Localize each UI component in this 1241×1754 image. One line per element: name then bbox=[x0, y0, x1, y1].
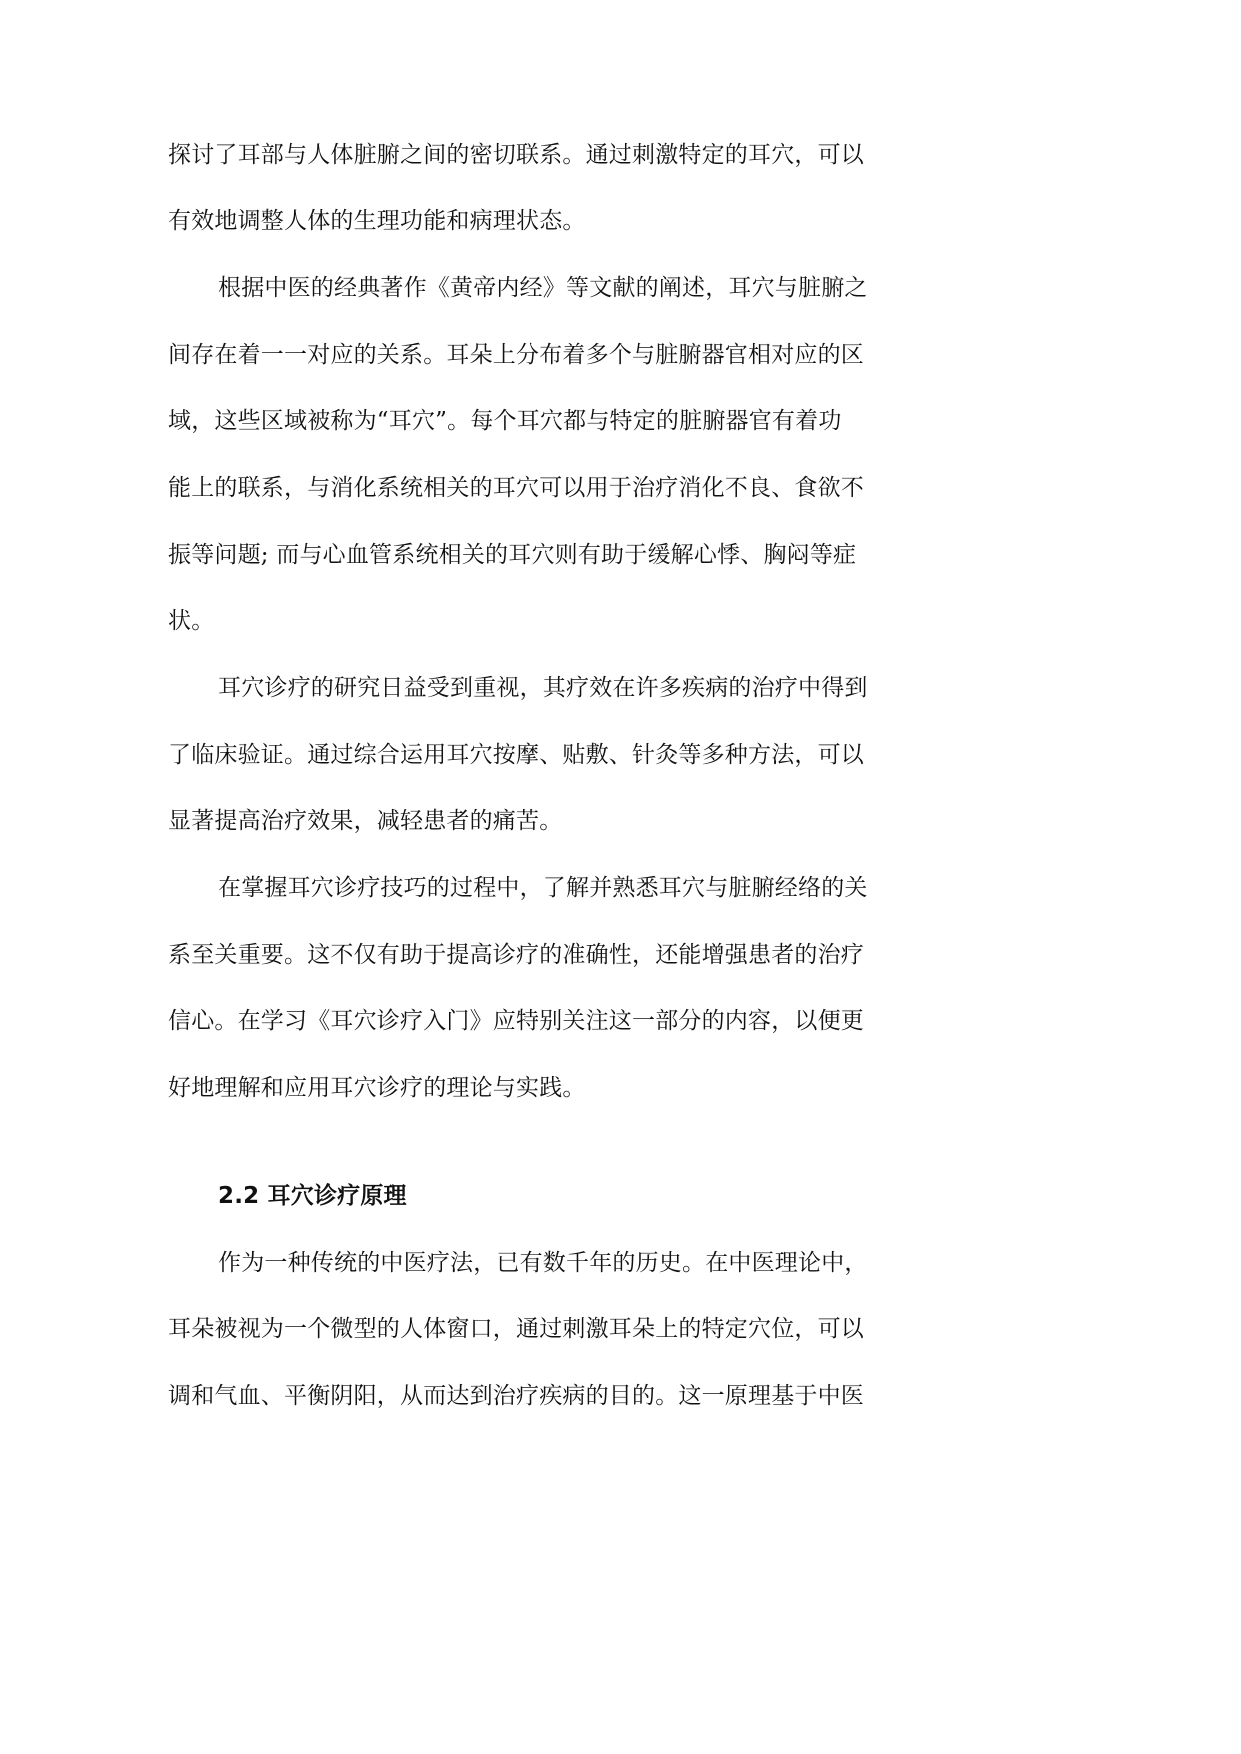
text-line: 耳穴诊疗的研究日益受到重视，其疗效在许多疾病的治疗中得到 bbox=[218, 675, 868, 701]
text-line: 探讨了耳部与人体脏腑之间的密切联系。通过刺激特定的耳穴，可以 bbox=[168, 142, 864, 168]
text-line: 振等问题; 而与心血管系统相关的耳穴则有助于缓解心悸、胸闷等症 bbox=[168, 542, 857, 568]
text-line: 在掌握耳穴诊疗技巧的过程中，了解并熟悉耳穴与脏腑经络的关 bbox=[218, 875, 868, 901]
text-line: 根据中医的经典著作《黄帝内经》等文献的阐述，耳穴与脏腑之 bbox=[218, 275, 868, 301]
text-line: 耳朵被视为一个微型的人体窗口，通过刺激耳朵上的特定穴位，可以 bbox=[168, 1316, 864, 1342]
section-heading: 2.2 耳穴诊疗原理 bbox=[218, 1183, 407, 1209]
text-line: 间存在着一一对应的关系。耳朵上分布着多个与脏腑器官相对应的区 bbox=[168, 342, 864, 368]
text-line: 系至关重要。这不仅有助于提高诊疗的准确性，还能增强患者的治疗 bbox=[168, 942, 864, 968]
text-line: 了临床验证。通过综合运用耳穴按摩、贴敷、针灸等多种方法，可以 bbox=[168, 742, 864, 768]
text-line: 状。 bbox=[168, 608, 215, 634]
text-line: 作为一种传统的中医疗法，已有数千年的历史。在中医理论中， bbox=[218, 1250, 868, 1276]
text-line: 域，这些区域被称为“耳穴”。每个耳穴都与特定的脏腑器官有着功 bbox=[168, 408, 842, 434]
text-line: 有效地调整人体的生理功能和病理状态。 bbox=[168, 208, 586, 234]
text-line: 信心。在学习《耳穴诊疗入门》应特别关注这一部分的内容，以便更 bbox=[168, 1008, 864, 1034]
text-line: 能上的联系，与消化系统相关的耳穴可以用于治疗消化不良、食欲不 bbox=[168, 475, 864, 501]
text-line: 显著提高治疗效果，减轻患者的痛苦。 bbox=[168, 808, 563, 834]
text-line: 好地理解和应用耳穴诊疗的理论与实践。 bbox=[168, 1075, 586, 1101]
text-line: 调和气血、平衡阴阳，从而达到治疗疾病的目的。这一原理基于中医 bbox=[168, 1383, 864, 1409]
